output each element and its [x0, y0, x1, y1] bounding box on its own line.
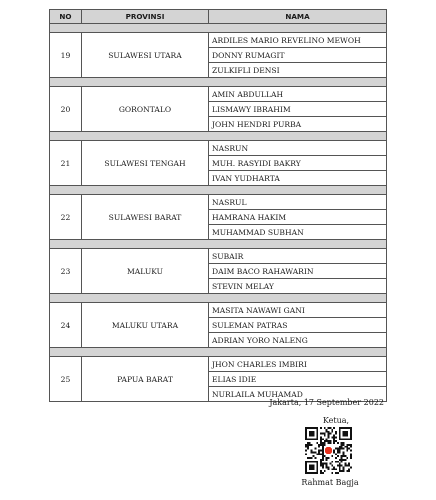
qr-code-signature: [305, 427, 352, 474]
table-row: [50, 87, 387, 102]
date-line: Jakarta, 17 September 2022: [269, 398, 384, 407]
name-cell: MASITA NAWAWI GANI: [209, 303, 387, 318]
separator-cell: [50, 186, 387, 195]
group-separator-row: [50, 294, 387, 303]
name-cell: NASRUL: [209, 195, 387, 210]
qr-logo: [324, 446, 333, 455]
name-cell: DONNY RUMAGIT: [209, 48, 387, 63]
name-cell: ELIAS IDIE: [209, 372, 387, 387]
separator-cell: [50, 132, 387, 141]
row-number: 20: [50, 87, 82, 132]
table-row: [50, 249, 387, 264]
name-cell: JHON CHARLES IMBIRI: [209, 357, 387, 372]
name-cell: ADRIAN YORO NALENG: [209, 333, 387, 348]
table-row: [50, 195, 387, 210]
province-cell: MALUKU UTARA: [82, 303, 209, 348]
name-cell: AMIN ABDULLAH: [209, 87, 387, 102]
name-cell: NURLAILA MUHAMAD: [209, 387, 387, 402]
table-header-row: [50, 10, 387, 24]
group-separator-row: [50, 132, 387, 141]
group-separator-row: [50, 348, 387, 357]
name-cell: MUH. RASYIDI BAKRY: [209, 156, 387, 171]
header-provinsi: PROVINSI: [82, 10, 209, 24]
province-cell: MALUKU: [82, 249, 209, 294]
province-cell: PAPUA BARAT: [82, 357, 209, 402]
table-row: [50, 33, 387, 48]
name-cell: SULEMAN PATRAS: [209, 318, 387, 333]
row-number: 22: [50, 195, 82, 240]
row-number: 23: [50, 249, 82, 294]
signatory-role: Ketua,: [322, 416, 350, 425]
group-separator-row: [50, 240, 387, 249]
row-number: 25: [50, 357, 82, 402]
separator-cell: [50, 348, 387, 357]
name-cell: DAIM BACO RAHAWARIN: [209, 264, 387, 279]
group-separator-row: [50, 24, 387, 33]
separator-cell: [50, 294, 387, 303]
province-cell: GORONTALO: [82, 87, 209, 132]
name-cell: MUHAMMAD SUBHAN: [209, 225, 387, 240]
roster-table: [49, 9, 387, 402]
header-nama: NAMA: [209, 10, 387, 24]
table-row: [50, 141, 387, 156]
province-cell: SULAWESI UTARA: [82, 33, 209, 78]
signer-name: Rahmat Bagja: [301, 478, 359, 487]
row-number: 21: [50, 141, 82, 186]
row-number: 24: [50, 303, 82, 348]
name-cell: ARDILES MARIO REVELINO MEWOH: [209, 33, 387, 48]
name-cell: HAMRANA HAKIM: [209, 210, 387, 225]
name-cell: IVAN YUDHARTA: [209, 171, 387, 186]
table-body: [50, 24, 387, 402]
table-row: [50, 357, 387, 372]
province-cell: SULAWESI TENGAH: [82, 141, 209, 186]
group-separator-row: [50, 78, 387, 87]
name-cell: LISMAWY IBRAHIM: [209, 102, 387, 117]
separator-cell: [50, 240, 387, 249]
name-cell: SUBAIR: [209, 249, 387, 264]
group-separator-row: [50, 186, 387, 195]
province-cell: SULAWESI BARAT: [82, 195, 209, 240]
name-cell: NASRUN: [209, 141, 387, 156]
separator-cell: [50, 78, 387, 87]
name-cell: STEVIN MELAY: [209, 279, 387, 294]
name-cell: ZULKIFLI DENSI: [209, 63, 387, 78]
header-no: NO: [50, 10, 82, 24]
row-number: 19: [50, 33, 82, 78]
separator-cell: [50, 24, 387, 33]
name-cell: JOHN HENDRI PURBA: [209, 117, 387, 132]
table-row: [50, 303, 387, 318]
